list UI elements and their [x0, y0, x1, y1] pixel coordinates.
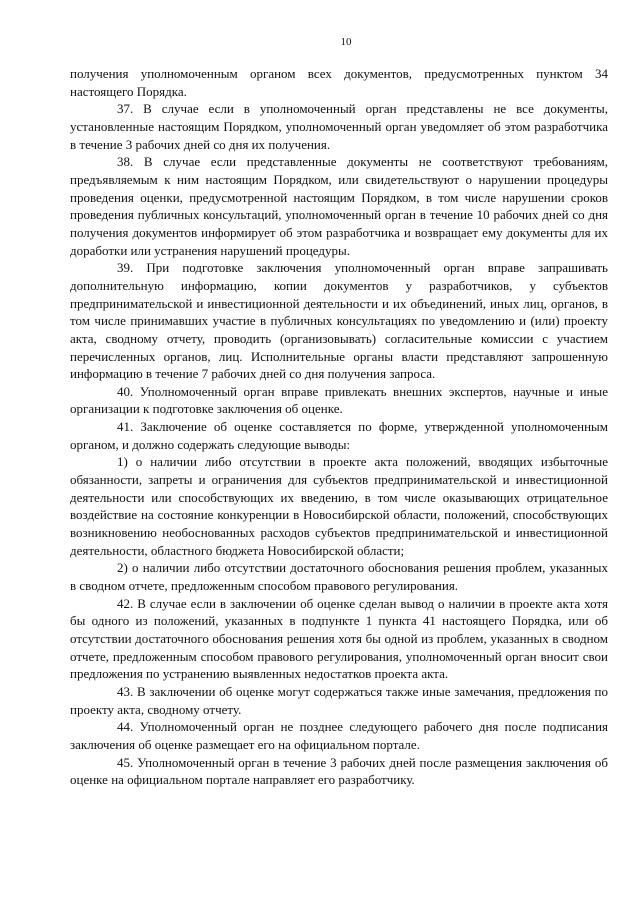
- paragraph-item-42: 42. В случае если в заключении об оценке сделан вывод о наличии в проекте акта хотя бы одного из положений, указанных в подпункте 1 пункта 41 настоящего Порядка, или об отсутствии достаточного обоснования решения хотя бы одной из проблем, указанных в сводном отчете, предложенным способом правового регулирования, уполномоченный орган вносит свои предложения по устранению выявленных недостатков проекта акта.: [70, 595, 608, 682]
- paragraph-item-39: 39. При подготовке заключения уполномоченный орган вправе запрашивать дополнительную информацию, копии документов у разработчиков, у субъектов предпринимательской и инвестиционной деятельности и их объединений, иных лиц, органов, в том числе принимавших участие в публичных консультациях по уведомлению и (или) проекту акта, сводному отчету, проводить (организовывать) согласительные комиссии с участием перечисленных органов, лиц. Исполнительные органы власти представляют запрошенную информацию в течение 7 рабочих дней со дня получения запроса.: [70, 260, 608, 382]
- paragraph-item-43: 43. В заключении об оценке могут содержаться также иные замечания, предложения по проекту акта, сводному отчету.: [70, 683, 608, 717]
- page-number: 10: [340, 36, 352, 48]
- paragraph-item-37: 37. В случае если в уполномоченный орган представлены не все документы, установленные настоящим Порядком, уполномоченный орган уведомляет об этом разработчика в течение 3 рабочих дней со дня их получения.: [70, 101, 608, 152]
- paragraph-subitem-41-1: 1) о наличии либо отсутствии в проекте акта положений, вводящих избыточные обязанности, запреты и ограничения для субъектов предпринимательской и инвестиционной деятельности или способствующих их введению, в том числе оказывающих отрицательное воздействие на состояние конкуренции в Новосибирской области, положений, способствующих возникновению необоснованных расходов субъектов предпринимательской и инвестиционной деятельности, областного бюджета Новосибирской области;: [70, 454, 608, 558]
- paragraph-item-38: 38. В случае если представленные документы не соответствуют требованиям, предъявляемым к ним настоящим Порядком, или свидетельствуют о нарушении процедуры проведения оценки, предусмотренной настоящим Порядком, в том числе нарушении сроков проведения публичных консультаций, уполномоченный орган в течение 10 рабочих дней со дня получения документов информирует об этом разработчика и возвращает ему документы для их доработки или устранения нарушений процедуры.: [70, 154, 608, 258]
- paragraph-item-44: 44. Уполномоченный орган не позднее следующего рабочего дня после подписания заключения об оценке размещает его на официальном портале.: [70, 719, 608, 752]
- paragraph-continuation: получения уполномоченным органом всех документов, предусмотренных пунктом 34 настоящего Порядка.: [70, 66, 608, 99]
- paragraph-subitem-41-2: 2) о наличии либо отсутствии достаточного обоснования решения проблем, указанных в сводном отчете, предложенным способом правового регулирования.: [70, 560, 608, 594]
- document-body: [70, 65, 608, 789]
- paragraph-item-40: 40. Уполномоченный орган вправе привлекать внешних экспертов, научные и иные организации к подготовке заключения об оценке.: [70, 383, 608, 417]
- paragraph-item-45: 45. Уполномоченный орган в течение 3 рабочих дней после размещения заключения об оценке на официальном портале направляет его разработчику.: [70, 754, 608, 788]
- paragraph-item-41: 41. Заключение об оценке составляется по форме, утвержденной уполномоченным органом, и должно содержать следующие выводы:: [70, 419, 608, 452]
